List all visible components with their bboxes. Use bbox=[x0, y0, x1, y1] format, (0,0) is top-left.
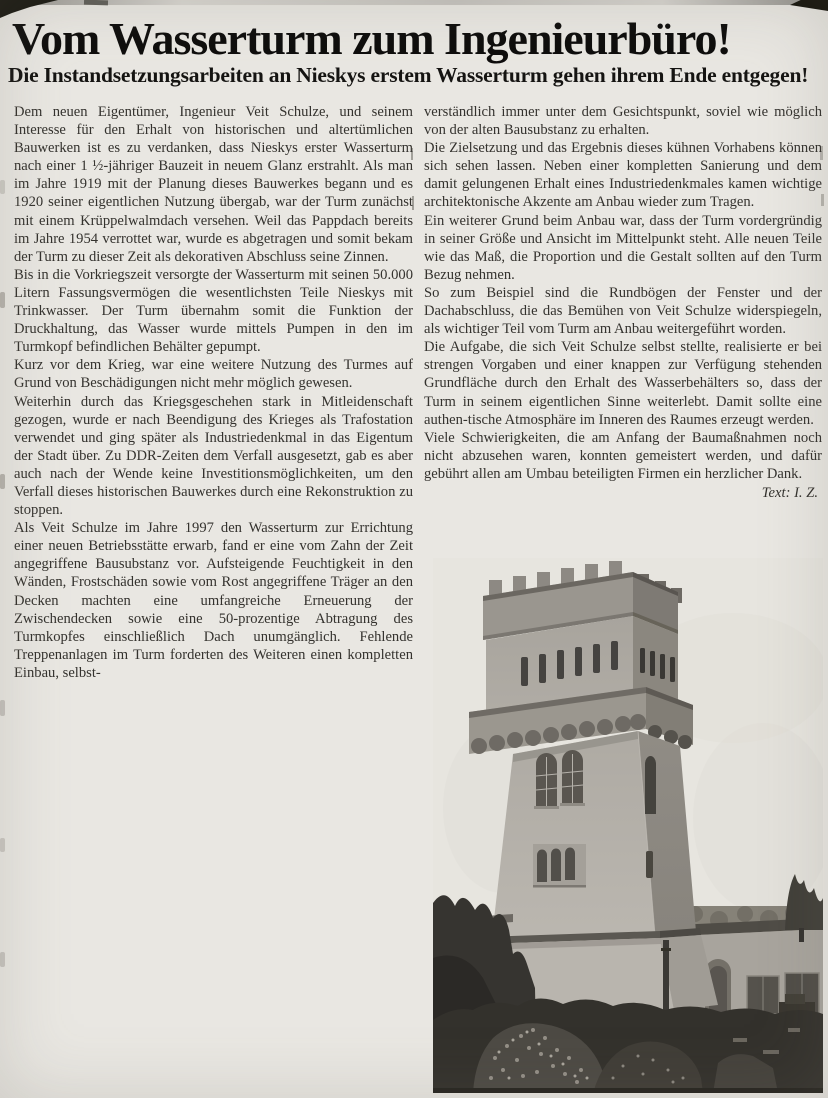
tower-side-slit-window bbox=[646, 851, 653, 878]
scan-left-mark bbox=[0, 180, 5, 194]
paragraph: Die Aufgabe, die sich Veit Schulze selbst stellte, realisierte er bei strengen Vorgaben und einer knappen zur Verfügung stehenden Grundfläche durch den Erhalt des Wasserbehälters so, dass der Turm in seinem eigentlichen Sinne weiterlebt. Damit sollte eine authen-tische Atmosphäre im Inneren des Raumes erzeugt werden. bbox=[424, 339, 822, 428]
paragraph: Dem neuen Eigentümer, Ingenieur Veit Schulze, und seinem Interesse für den Erhalt von historischen und altertümlichen Bauwerken ist es zu verdanken, dass Nieskys erster Wasserturm nach einer 1 ½-jähriger Bauzeit in neuem Glanz erstrahlt. Als man im Jahre 1919 mit der Planung dieses Bauwerkes begann und es 1920 seiner eigentlichen Nutzung übergab, war der Turm zunächst mit einem Krüppelwalmdach versehen. Weil das Pappdach bereits im Jahre 1954 verrottet war, wurde es abgetragen und somit bekam der Turm zu dieser Zeit als dekorativen Abschluss seine Zinnen. bbox=[14, 104, 413, 265]
paragraph: Kurz vor dem Krieg, war eine weitere Nutzung des Turmes auf Grund von Beschädigungen nicht mehr möglich gewesen. bbox=[14, 357, 413, 392]
paragraph: Weiterhin durch das Kriegsgeschehen stark in Mitleidenschaft gezogen, wurde er nach Beendigung des Krieges als Trafostation verwendet und ging später als Industriedenkmal in das Eigentum der Stadt über. Zu DDR-Zeiten dem Verfall ausgesetzt, gab es aber auch nach der Wende keine Investitionsmöglichkeiten, um den Verfall dieses historischen Bauwerkes durch eine Rekonstruktion zu stoppen. bbox=[14, 393, 413, 519]
watertower-photo bbox=[433, 558, 823, 1093]
tower-triple-windows bbox=[533, 844, 586, 888]
paragraph: Die Zielsetzung und das Ergebnis dieses kühnen Vorhabens können sich sehen lassen. Neben einer kompletten Sanierung und dem damit gelungenen Erhalt eines Industriedenkmales kamen wichtige architektonische Akzente am Anbau wieder zum Tragen. bbox=[424, 140, 822, 211]
article-column-right bbox=[424, 103, 822, 502]
scan-left-mark bbox=[0, 292, 5, 308]
tower-shaft bbox=[489, 731, 698, 963]
scan-left-mark bbox=[0, 474, 5, 489]
page-subtitle: Die Instandsetzungsarbeiten an Nieskys erstem Wasserturm gehen ihrem Ende entgegen! bbox=[8, 63, 809, 87]
headline-wrap bbox=[12, 12, 818, 65]
scan-left-mark bbox=[0, 952, 5, 967]
scan-left-mark bbox=[0, 838, 5, 852]
scan-left-mark bbox=[0, 700, 5, 716]
article-column-left bbox=[14, 103, 413, 682]
subheadline-wrap bbox=[8, 63, 822, 88]
tower-side-arch-window bbox=[645, 756, 656, 814]
paragraph: So zum Beispiel sind die Rundbögen der Fenster und der Dachabschluss, die das Bemühen von Veit Schulze widerspiegeln, als wichtiger Teil vom Turm am Anbau weitergeführt worden. bbox=[424, 284, 822, 338]
paragraph: Als Veit Schulze im Jahre 1997 den Wasserturm zur Errichtung einer neuen Betriebsstätte erwarb, fand er eine vom Zahn der Zeit angegriffene Bausubstanz vor. Aufsteigende Feuchtigkeit in den Wänden, Frostschäden sowie vom Rost angegriffene Träger an den Decken machten eine umfangreiche Erneuerung der Zwischendecken sowie eine 50-prozentige Abtragung des Turmkopfes einschließlich Dach unumgänglich. Fehlende Treppenanlagen im Turm forderten des Weiteren einen kompletten Einbau, selbst- bbox=[14, 520, 413, 681]
scan-top-smudge bbox=[0, 0, 828, 5]
paragraph: Bis in die Vorkriegszeit versorgte der Wasserturm mit seinen 50.000 Litern Fassungsvermögen die wesentlichsten Teile Nieskys mit Trinkwasser. Der Turm übernahm somit die Funktion der Druckhaltung, das Wasser wurde mittels Pumpen in den im Turmkopf befindlichen Behälter gepumpt. bbox=[14, 266, 413, 356]
paragraph: Ein weiterer Grund beim Anbau war, dass der Turm vordergründig in seiner Größe und Ansicht im Mittelpunkt steht. Alle neuen Teile wie das Maß, die Proportion und die Gestalt sollten auf den Turm Bezug nehmen. bbox=[424, 212, 822, 283]
page-title: Vom Wasserturm zum Ingenieurbüro! bbox=[12, 13, 731, 64]
paragraph: verständlich immer unter dem Gesichtspunkt, soviel wie möglich von der alten Bausubstanz zu erhalten. bbox=[424, 104, 822, 139]
paragraph: Viele Schwierigkeiten, die am Anfang der Baumaßnahmen noch nicht abzusehen waren, konnten gemeistert werden, und dafür gebührt allen am Umbau beteiligten Firmen ein herzlicher Dank. bbox=[424, 429, 822, 482]
scan-mark-top-left-2 bbox=[84, 0, 108, 5]
author-credit: Text: I. Z. bbox=[761, 484, 818, 501]
